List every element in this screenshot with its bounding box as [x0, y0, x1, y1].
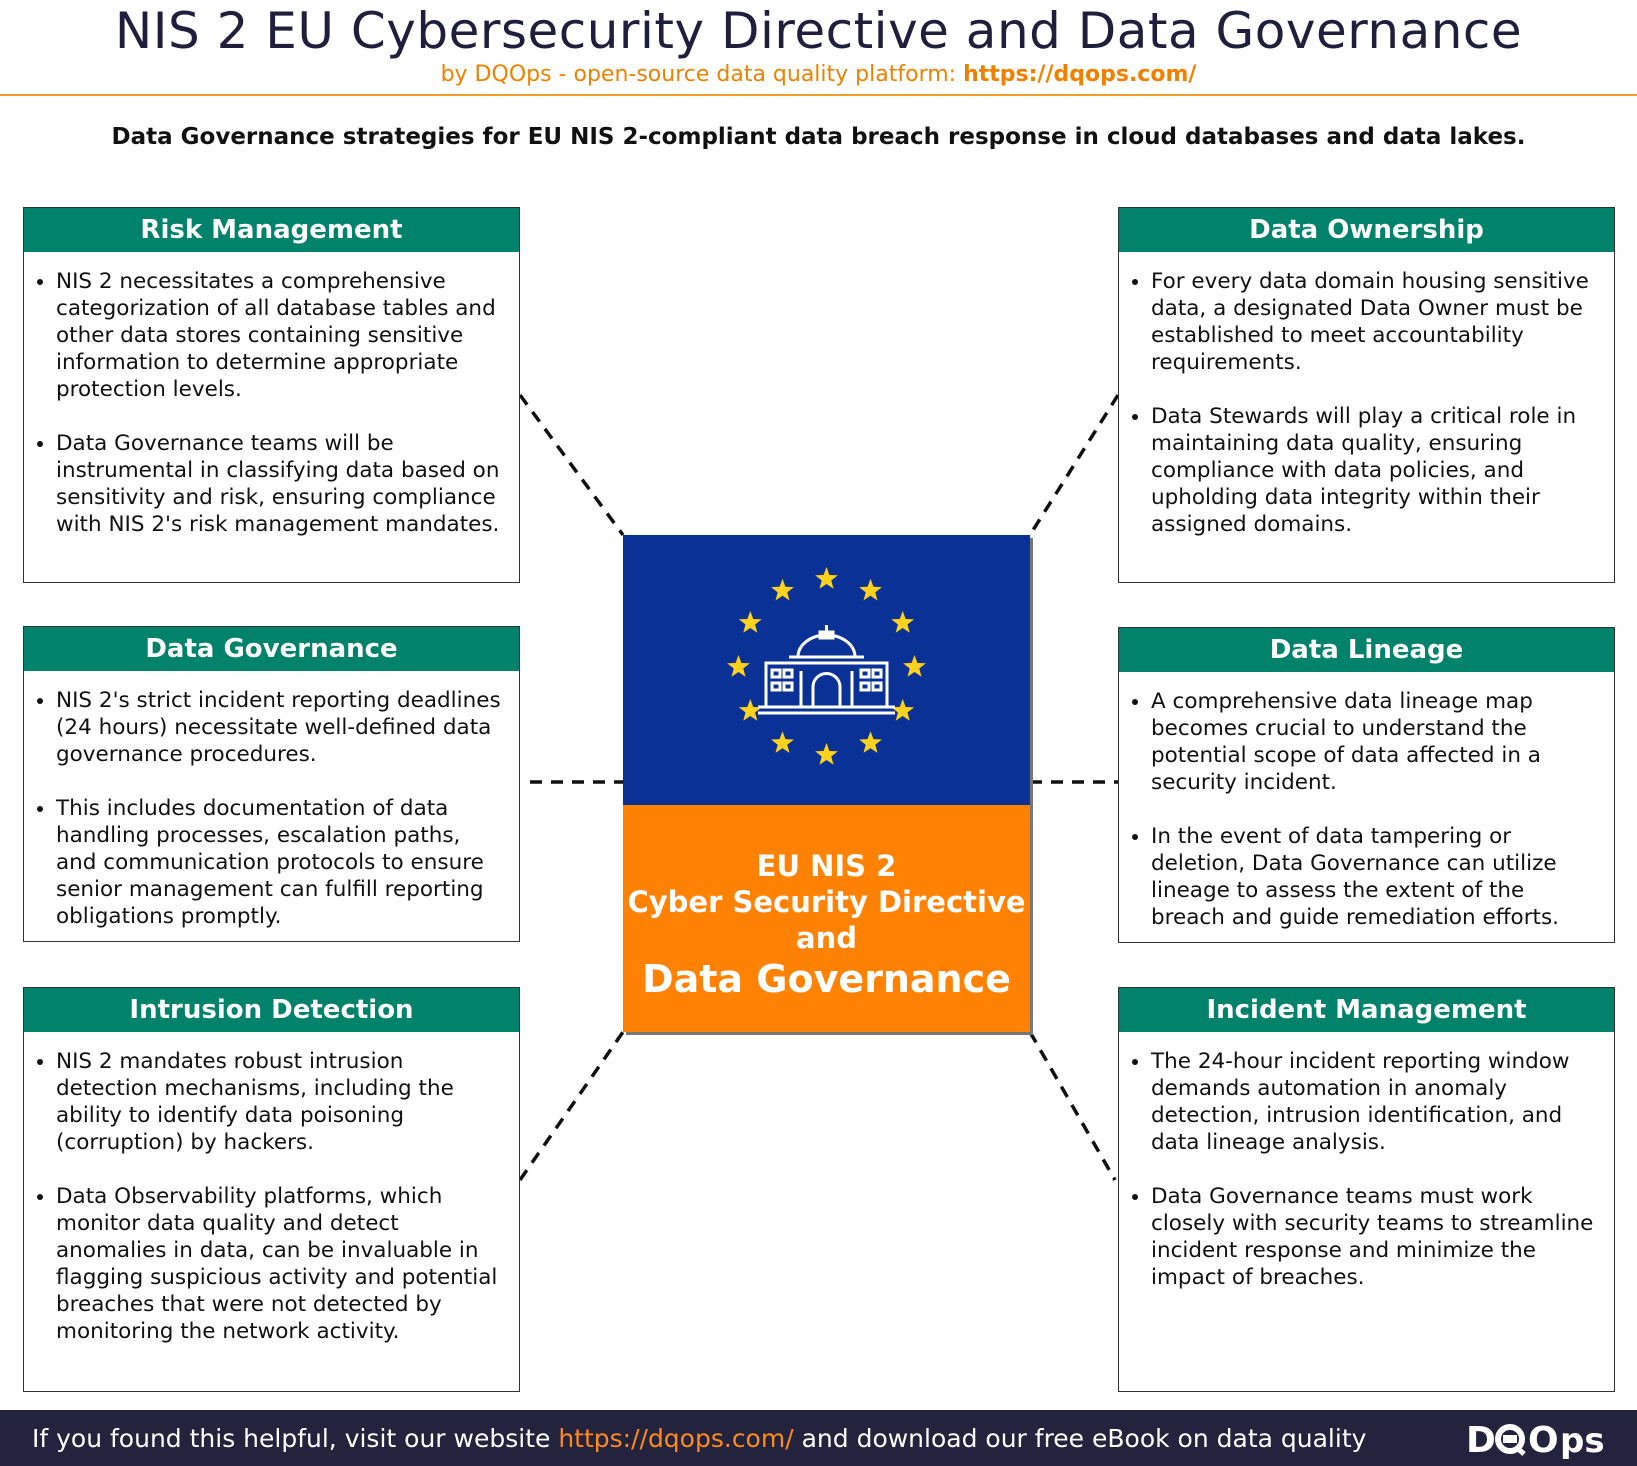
eu-star-icon [739, 699, 762, 721]
intrusion-detection-box [23, 987, 520, 1392]
connector-intrusion-detection [520, 1032, 623, 1180]
data-governance-list [24, 687, 519, 930]
eu-star-icon [739, 611, 762, 633]
incident-management-title: Incident Management [1119, 988, 1614, 1032]
svg-text:ps: ps [1560, 1421, 1605, 1460]
eu-star-icon [771, 731, 794, 753]
list-item: • Data Governance teams must work closely with security teams to streamline incident response and minimize the impact of breaches. [1151, 1183, 1600, 1291]
list-item: • Data Observability platforms, which monitor data quality and detect anomalies in data, can be invaluable in flagging suspicious activity and potential breaches that were not detected by monitoring the network activity. [56, 1183, 505, 1345]
data-lineage-title: Data Lineage [1119, 628, 1614, 672]
footer-link[interactable]: https://dqops.com/ [558, 1424, 794, 1453]
connector-risk-management [520, 395, 623, 535]
center-label-line4: Data Governance [642, 957, 1011, 1001]
eu-star-icon [891, 699, 914, 721]
data-ownership-box [1118, 207, 1615, 583]
subtitle-prefix: by DQOps - open-source data quality platform: [440, 62, 957, 87]
list-item: • Data Governance teams will be instrumental in classifying data based on sensitivity and risk, ensuring compliance with NIS 2's risk management mandates. [56, 430, 505, 538]
list-item: • NIS 2 necessitates a comprehensive categorization of all database tables and other data stores containing sensitive information to determine appropriate protection levels. [56, 268, 505, 403]
center-label-line1: EU NIS 2 [756, 849, 897, 883]
intrusion-detection-title: Intrusion Detection [24, 988, 519, 1032]
center-label-line2: Cyber Security Directive [627, 885, 1026, 919]
eu-flag-panel [623, 535, 1030, 805]
page-title: NIS 2 EU Cybersecurity Directive and Data Governance [114, 2, 1523, 60]
svg-text:O: O [1528, 1420, 1559, 1460]
list-item: • NIS 2 mandates robust intrusion detection mechanisms, including the ability to identify data poisoning (corruption) by hackers. [56, 1048, 505, 1156]
data-lineage-box [1118, 627, 1615, 943]
eu-star-icon [815, 743, 838, 765]
list-item: • In the event of data tampering or deletion, Data Governance can utilize lineage to assess the extent of the breach and guide remediation efforts. [1151, 823, 1600, 931]
dqops-logo [1466, 1418, 1631, 1460]
incident-management-box [1118, 987, 1615, 1392]
data-ownership-list [1119, 268, 1614, 538]
risk-management-title: Risk Management [24, 208, 519, 252]
risk-management-box [23, 207, 520, 583]
list-item: • For every data domain housing sensitive data, a designated Data Owner must be established to meet accountability requirements. [1151, 268, 1600, 376]
center-label-line3: and [796, 921, 857, 955]
eu-star-icon [771, 579, 794, 601]
intrusion-detection-list [24, 1048, 519, 1345]
eu-star-icon [891, 611, 914, 633]
eu-star-icon [859, 731, 882, 753]
eu-star-icon [815, 567, 838, 589]
data-lineage-list [1119, 688, 1614, 931]
incident-management-list [1119, 1048, 1614, 1291]
data-governance-box [23, 626, 520, 942]
risk-management-list [24, 268, 519, 538]
center-graphic [623, 535, 1030, 1032]
list-item: • This includes documentation of data handling processes, escalation paths, and communication protocols to ensure senior management can fulfill reporting obligations promptly. [56, 795, 505, 930]
eu-building-icon [623, 535, 1030, 805]
intro-text: Data Governance strategies for EU NIS 2-compliant data breach response in cloud databases and data lakes. [111, 124, 1526, 150]
data-governance-title: Data Governance [24, 627, 519, 671]
connector-data-ownership [1030, 395, 1118, 535]
footer-bar [0, 1410, 1637, 1466]
eu-star-icon [727, 655, 750, 677]
data-ownership-title: Data Ownership [1119, 208, 1614, 252]
footer-text-after: and download our free eBook on data quality [801, 1424, 1367, 1453]
eu-star-icon [859, 579, 882, 601]
list-item: • A comprehensive data lineage map becomes crucial to understand the potential scope of data affected in a security incident. [1151, 688, 1600, 796]
eu-star-icon [903, 655, 926, 677]
list-item: • NIS 2's strict incident reporting deadlines (24 hours) necessitate well-defined data governance procedures. [56, 687, 505, 768]
footer-text-before: If you found this helpful, visit our website [32, 1424, 551, 1453]
svg-text:D: D [1466, 1420, 1496, 1460]
footer-text [32, 1424, 1366, 1453]
subtitle-link[interactable]: https://dqops.com/ [963, 62, 1197, 87]
connector-incident-management [1030, 1032, 1115, 1180]
list-item: • Data Stewards will play a critical role in maintaining data quality, ensuring compliance with data policies, and upholding data integrity within their assigned domains. [1151, 403, 1600, 538]
list-item: • The 24-hour incident reporting window demands automation in anomaly detection, intrusion identification, and data lineage analysis. [1151, 1048, 1600, 1156]
center-label-panel [623, 805, 1030, 1032]
